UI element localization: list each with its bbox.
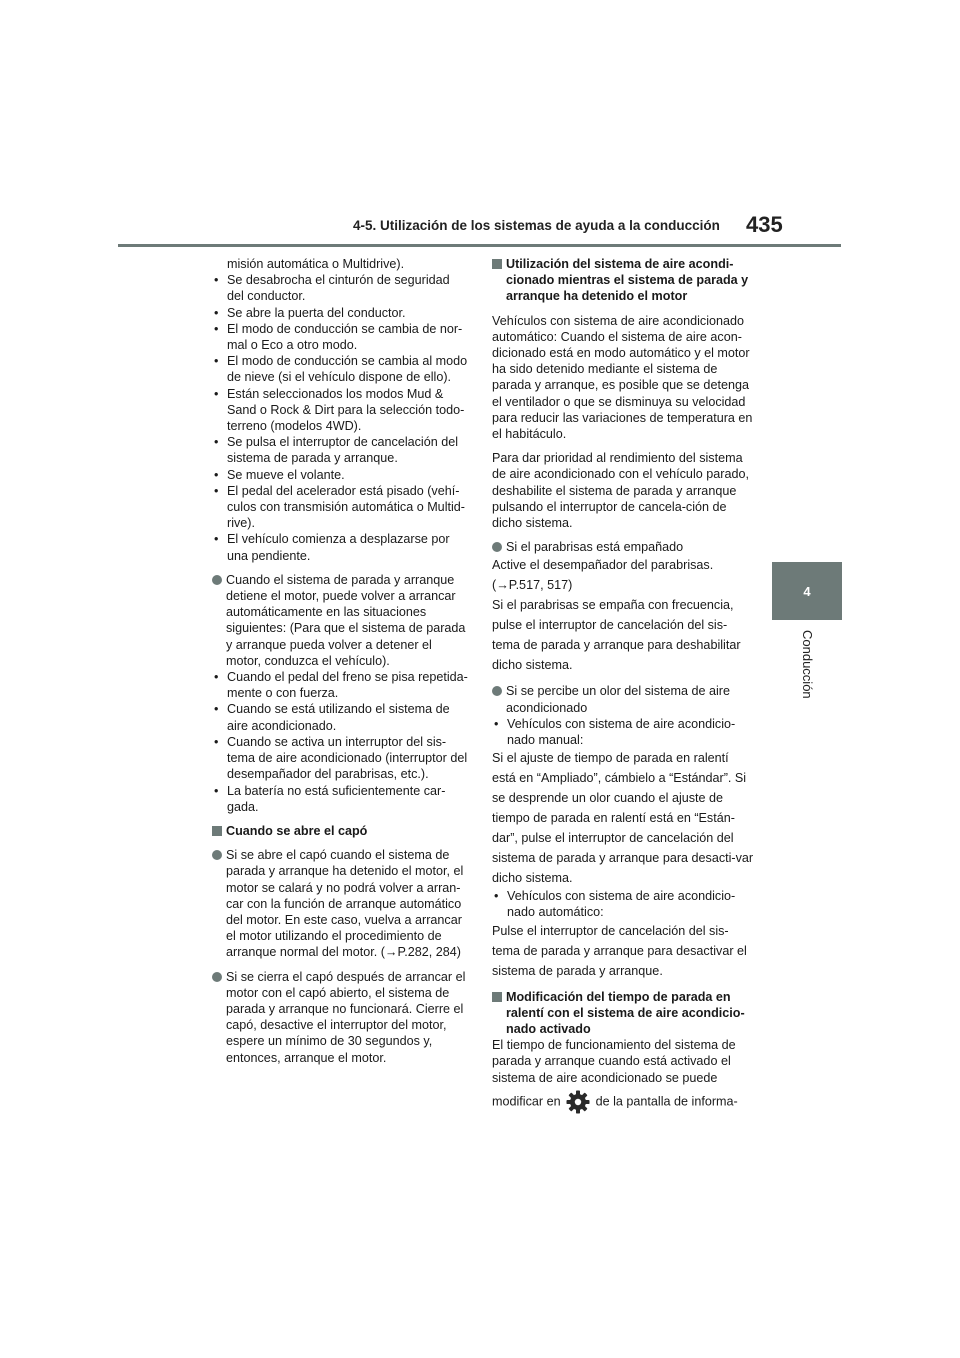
list-item: • Vehículos con sistema de aire acondicio-nado manual:	[492, 716, 754, 748]
idle-time-heading-text: Modificación del tiempo de parada en ralentí con el sistema de aire acondicio-nado activado	[506, 989, 745, 1037]
header-rule	[118, 244, 841, 247]
ac-paragraph-1: Vehículos con sistema de aire acondicionado automático: Cuando el sistema de aire acon-dicionado está en modo automático y el motor ha sido detenido mediante el sistema de parada y arranque, es posible que se detenga el ventilador o que se disminuya su velocidad para reducir las variaciones de temperatura en el habitáculo.	[492, 313, 753, 442]
ac-heading	[492, 256, 754, 305]
restart-note	[212, 572, 468, 669]
chapter-label: Conducción	[800, 630, 815, 699]
continued-line: misión automática o Multidrive).	[227, 257, 405, 271]
circle-bullet-icon	[492, 542, 502, 552]
fog-text-1: Active el desempañador del parabrisas.	[492, 558, 714, 573]
right-column	[492, 256, 754, 1114]
hood-note-close	[212, 969, 468, 1066]
list-item: • El pedal del acelerador está pisado (vehí-culos con transmisión automática o Multid-rive).	[212, 483, 468, 532]
square-bullet-icon	[492, 992, 502, 1002]
left-column	[212, 256, 468, 1066]
chapter-tab	[772, 562, 842, 620]
list-item: • El modo de conducción se cambia de nor-mal o Eco a otro modo.	[212, 321, 468, 353]
list-item: • El vehículo comienza a desplazarse por una pendiente.	[212, 531, 468, 563]
hood-note-open	[212, 847, 468, 960]
page-number: 435	[746, 212, 783, 237]
circle-bullet-icon	[212, 972, 222, 982]
fog-heading	[492, 539, 754, 555]
circle-bullet-icon	[492, 686, 502, 696]
list-item: • Cuando se activa un interruptor del sis-tema de aire acondicionado (interruptor del desempañador del parabrisas, etc.).	[212, 734, 468, 783]
list-item: • Se mueve el volante.	[212, 467, 468, 483]
list-item: • Vehículos con sistema de aire acondicio-nado automático:	[492, 888, 754, 920]
list-item: • El modo de conducción se cambia al modo de nieve (si el vehículo dispone de ello).	[212, 353, 468, 385]
circle-bullet-icon	[212, 850, 222, 860]
odor-heading-text: Si se percibe un olor del sistema de aire acondicionado	[506, 684, 731, 715]
list-item: • Cuando se está utilizando el sistema de aire acondicionado.	[212, 701, 468, 733]
hood-heading	[212, 823, 468, 839]
auto-ac-text: Pulse el interruptor de cancelación del sis-tema de parada y arranque para desactivar el sistema de parada y arranque.	[492, 923, 747, 978]
list-item: • Cuando el pedal del freno se pisa repetida-mente o con fuerza.	[212, 669, 468, 701]
ac-heading-text: Utilización del sistema de aire acondi-cionado mientras el sistema de parada y arranque ha detenido el motor	[506, 257, 749, 304]
restart-note-text: Cuando el sistema de parada y arranque detiene el motor, puede volver a arrancar automáticamente en las situaciones siguientes: (Para que el sistema de parada y arranque pueda volver a detener el motor, conduzca el vehículo).	[226, 572, 466, 668]
square-bullet-icon	[212, 826, 222, 836]
odor-heading	[492, 683, 754, 715]
idle-time-text: El tiempo de funcionamiento del sistema de parada y arranque cuando está activado el sistema de aire acondicionado se puede	[492, 1038, 736, 1085]
chapter-tab-number: 4	[803, 583, 811, 599]
fog-heading-text: Si el parabrisas está empañado	[506, 540, 684, 555]
fog-reference: (→P.517, 517)	[492, 578, 573, 593]
list-item: • La batería no está suficientemente car-gada.	[212, 783, 468, 815]
manual-ac-text: Si el ajuste de tiempo de parada en ralentí está en “Ampliado”, cámbielo a “Estándar”. Si se desprende un olor cuando el ajuste de tiempo de parada en ralentí está en “Están-dar”, pulse el interruptor de cancelación del sistema de parada y arranque para desacti-var dicho sistema.	[492, 751, 754, 886]
list-item: • Se abre la puerta del conductor.	[212, 305, 468, 321]
list-item: • Están seleccionados los modos Mud & Sand o Rock & Dirt para la selección todo-terreno (modelos 4WD).	[212, 386, 468, 435]
hood-note-close-text: Si se cierra el capó después de arrancar el motor con el capó abierto, el sistema de parada y arranque no funcionará. Cierre el capó, desactive el interruptor del motor, espere un mínimo de 30 segundos y, entonces, arranque el motor.	[226, 969, 466, 1065]
gear-icon	[566, 1090, 590, 1114]
idle-time-last-line-b: de la pantalla de informa-	[595, 1094, 738, 1109]
square-bullet-icon	[492, 259, 502, 269]
idle-time-heading	[492, 989, 754, 1038]
circle-bullet-icon	[212, 575, 222, 585]
hood-note-open-text: Si se abre el capó cuando el sistema de parada y arranque ha detenido el motor, el motor se calará y no podrá volver a arran-car con la función de arranque automático del motor. En este caso, vuelva a arrancar el motor utilizando el procedimiento de arranque normal del motor. (→P.282, 284)	[226, 848, 464, 960]
idle-time-last-line	[492, 1090, 754, 1114]
hood-heading-text: Cuando se abre el capó	[226, 823, 368, 838]
ac-paragraph-2: Para dar prioridad al rendimiento del sistema de aire acondicionado con el vehículo parado, deshabilite el sistema de parada y arranque pulsando el interruptor de cancela-ción de dicho sistema.	[492, 451, 749, 531]
section-title: 4-5. Utilización de los sistemas de ayuda a la conducción	[353, 218, 720, 233]
fog-text-2: Si el parabrisas se empaña con frecuencia, pulse el interruptor de cancelación del sis-tema de parada y arranque para deshabilitar dicho sistema.	[492, 598, 741, 673]
list-item: • Se pulsa el interruptor de cancelación del sistema de parada y arranque.	[212, 434, 468, 466]
idle-time-last-line-a: modificar en	[492, 1094, 561, 1109]
list-item: • Se desabrocha el cinturón de seguridad del conductor.	[212, 272, 468, 304]
